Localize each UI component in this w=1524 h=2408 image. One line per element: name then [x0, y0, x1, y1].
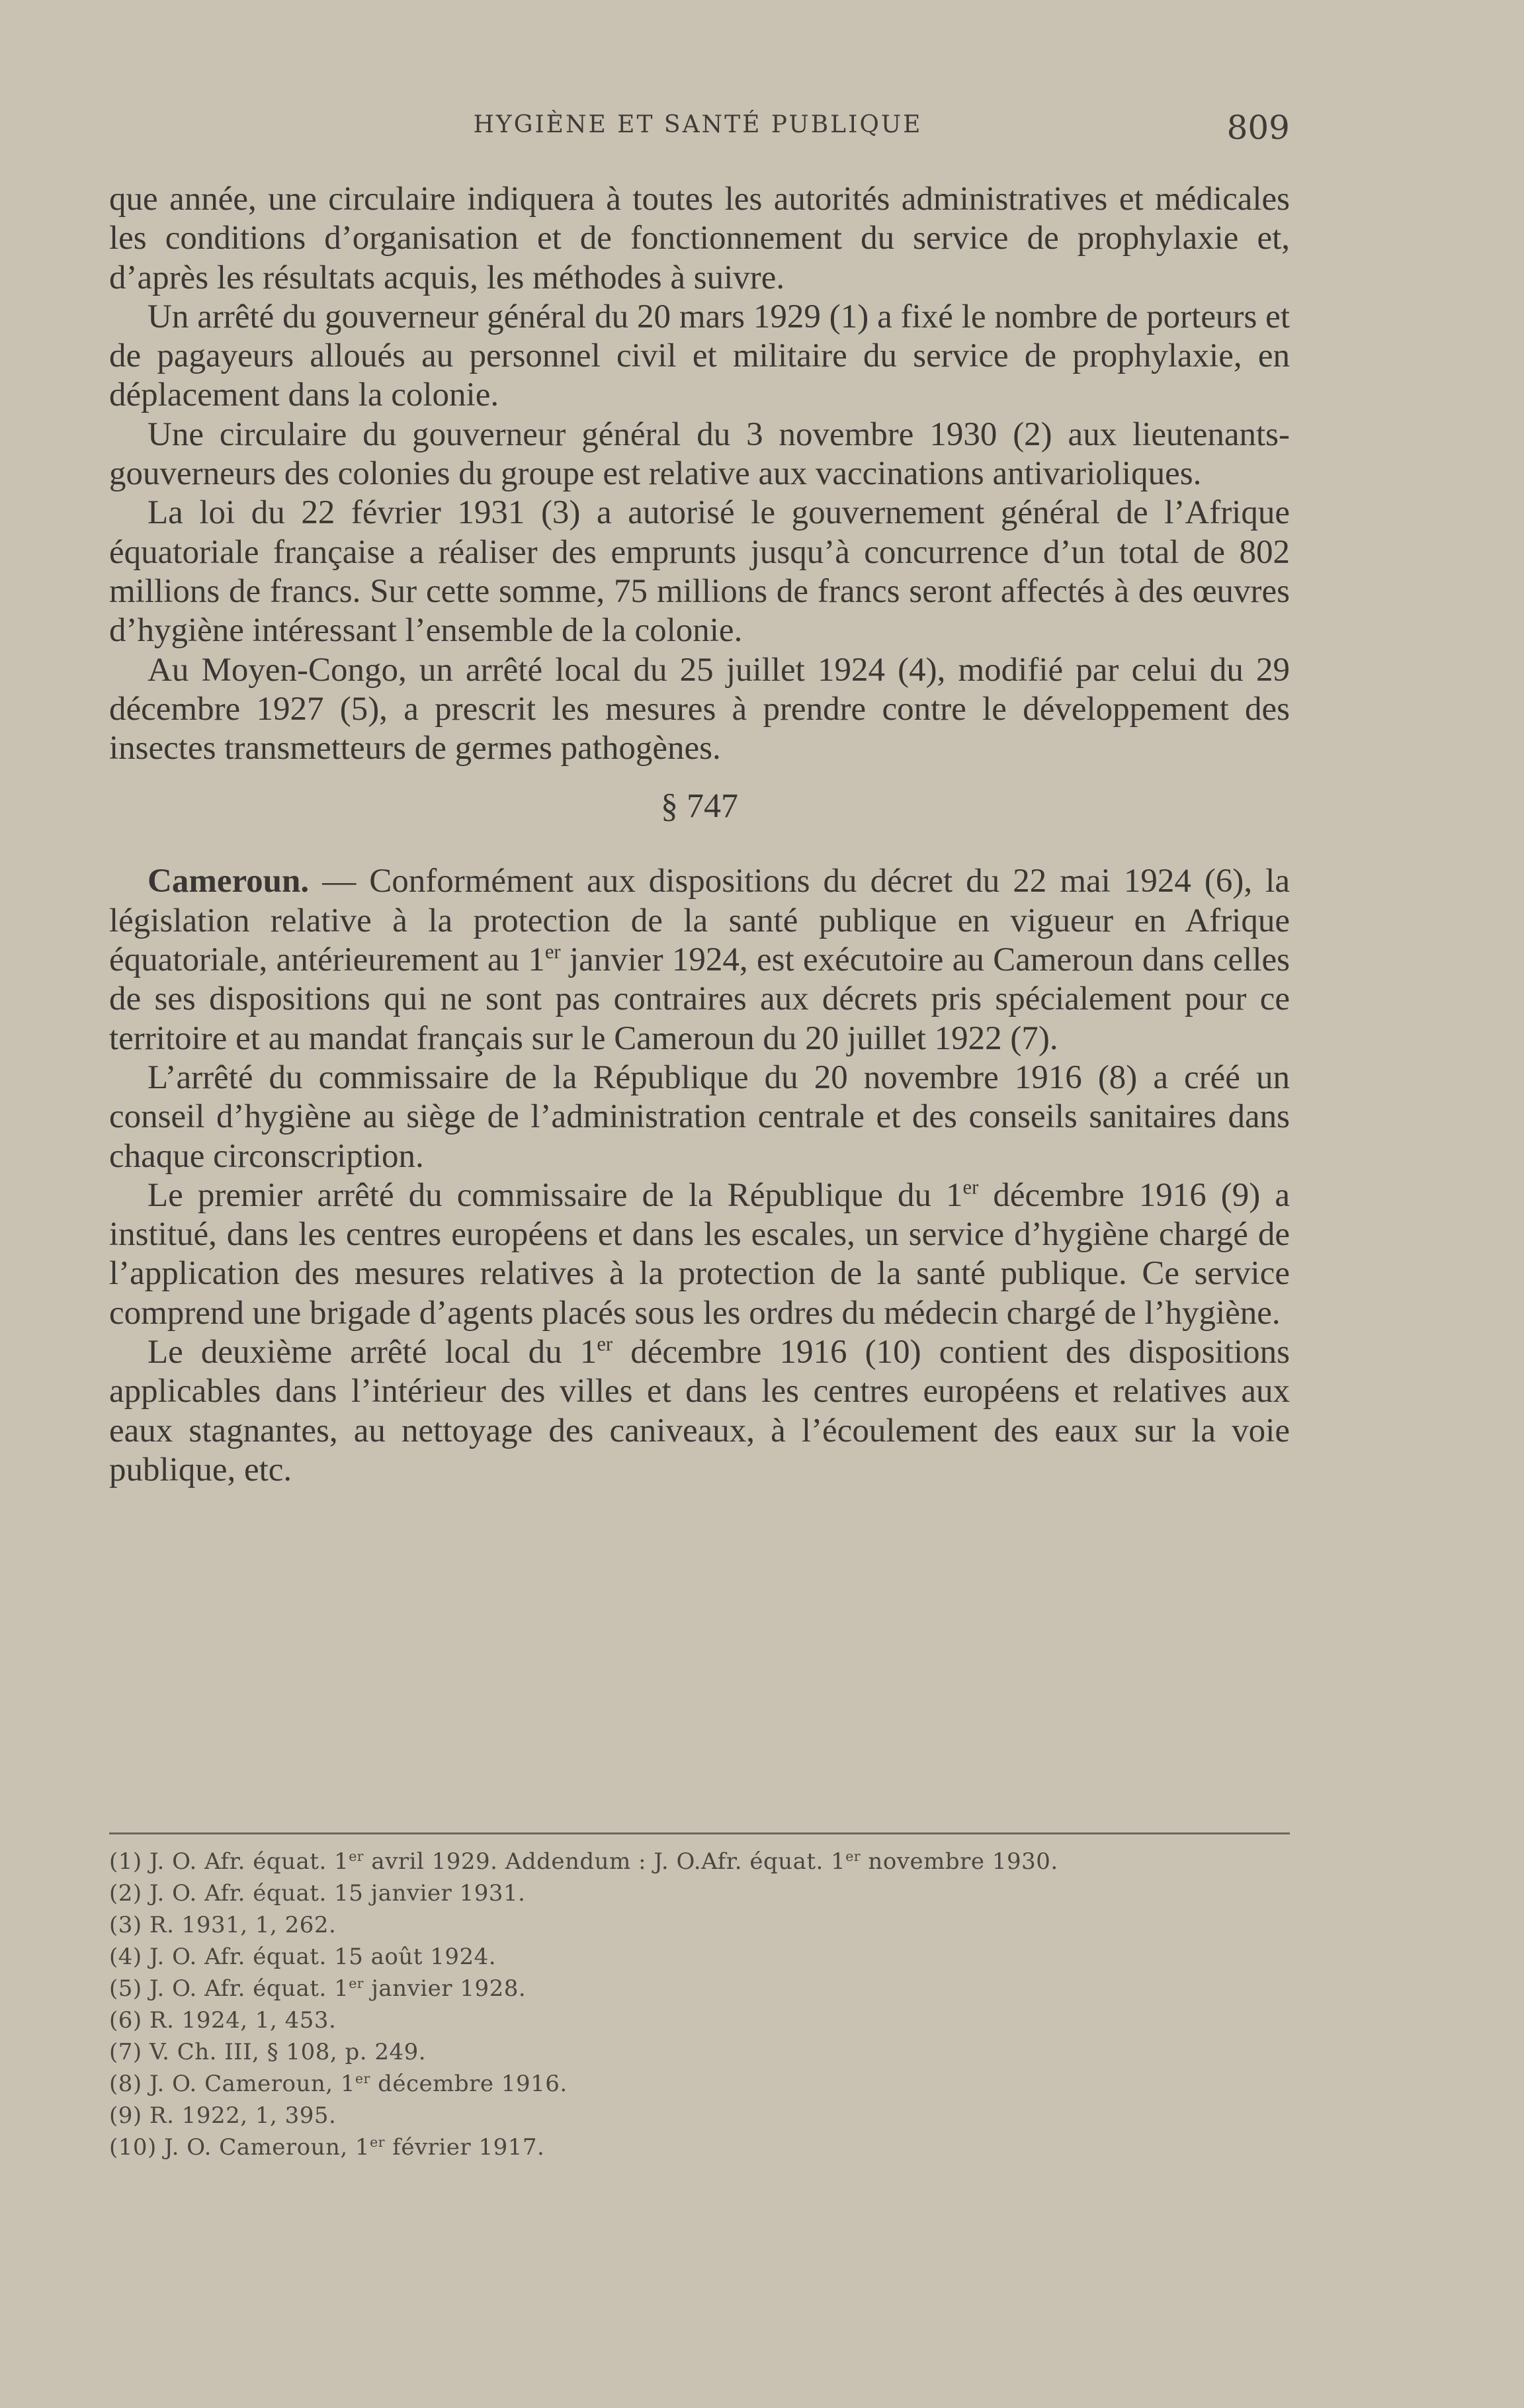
footnote-text: février 1917.: [384, 2134, 545, 2161]
superscript: er: [544, 940, 561, 963]
footnote: [109, 2068, 1290, 2100]
footnote: [109, 1973, 1290, 2004]
footnote: (7) V. Ch. III, § 108, p. 249.: [109, 2039, 427, 2065]
footnote-divider: [109, 1832, 1290, 1834]
section-lead-heading: Cameroun.: [148, 863, 310, 900]
paragraph: Une circulaire du gouverneur général du 3 novembre 1930 (2) aux lieutenants-gouverneurs des colonies du groupe est relative aux vaccinations antivarioliques.: [109, 415, 1290, 493]
paragraph: Un arrêté du gouverneur général du 20 mars 1929 (1) a fixé le nombre de porteurs et de pagayeurs alloués au personnel civil et militaire du service de prophylaxie, en déplacement dans la colonie.: [109, 298, 1290, 414]
footnote-text: décembre 1916.: [370, 2071, 568, 2097]
running-title: HYGIÈNE ET SANTÉ PUBLIQUE: [473, 111, 923, 138]
superscript: er: [349, 1848, 364, 1864]
footnote: (4) J. O. Afr. équat. 15 août 1924.: [109, 1944, 497, 1970]
footnote: (3) R. 1931, 1, 262.: [109, 1912, 337, 1938]
footnote: (6) R. 1924, 1, 453.: [109, 2007, 337, 2034]
paragraph-text: janvier 1924, est exécutoire au Cameroun dans celles de ses dispositions qui ne sont pas contraires aux décrets pris spécialement pour ce territoire et au mandat français sur le Cameroun du 20 juillet 1922 (7).: [109, 941, 1290, 1057]
footnote: [109, 2131, 1290, 2163]
superscript: er: [597, 1332, 613, 1355]
paragraph-text: Le premier arrêté du commissaire de la République du 1: [148, 1176, 963, 1214]
superscript: er: [962, 1176, 979, 1199]
superscript: er: [355, 2070, 370, 2086]
superscript: er: [370, 2133, 385, 2150]
page-header: [106, 108, 1290, 151]
footnote: (9) R. 1922, 1, 395.: [109, 2102, 337, 2129]
footnote-text: novembre 1930.: [861, 1848, 1058, 1875]
superscript: er: [845, 1848, 861, 1864]
paragraph: La loi du 22 février 1931 (3) a autorisé le gouvernement général de l’Afrique équatoriale française a réaliser des emprunts jusqu’à concurrence d’un total de 802 millions de francs. Sur cette somme, 75 millions de francs seront affectés à des œuvres d’hygiène intéressant l’ensemble de la colonie.: [109, 494, 1290, 650]
paragraph: que année, une circulaire indiquera à toutes les autorités administratives et médicales les conditions d’organisation et de fonctionnement du service de prophylaxie et, d’après les résultats acquis, les méthodes à suivre.: [109, 181, 1290, 296]
section-title: § 747: [661, 787, 738, 826]
footnote-text: (8) J. O. Cameroun, 1: [109, 2071, 355, 2097]
footnote-text: (1) J. O. Afr. équat. 1: [109, 1848, 349, 1875]
footnote-text: (5) J. O. Afr. équat. 1: [109, 1975, 349, 2002]
footnote: (2) J. O. Afr. équat. 15 janvier 1931.: [109, 1880, 526, 1907]
footnote-text: (10) J. O. Cameroun, 1: [109, 2134, 370, 2161]
footnote: [109, 1846, 1290, 1877]
superscript: er: [349, 1975, 364, 1991]
paragraph-text: décembre 1916 (10) contient des dispositions applicables dans l’intérieur des villes et dans les centres européens et relatives aux eaux stagnantes, au nettoyage des caniveaux, à l’écoulement des eaux sur la voie publique, etc.: [109, 1334, 1290, 1488]
paragraph-text: — Conformément aux dispositions du décret du 22 mai 1924 (6), la législation relative à la protection de la santé publique en vigueur en Afrique équatoriale, antérieurement au 1: [109, 863, 1290, 979]
body-text: [109, 180, 1290, 1490]
footnote-text: janvier 1928.: [364, 1975, 527, 2002]
paragraph: Au Moyen-Congo, un arrêté local du 25 juillet 1924 (4), modifié par celui du 29 décembre 1927 (5), a prescrit les mesures à prendre contre le développement des insectes transmetteurs de germes pathogènes.: [109, 651, 1290, 767]
page-number: 809: [1226, 108, 1290, 147]
paragraph: [109, 1176, 1290, 1333]
section-lead-paragraph: [109, 862, 1290, 1058]
footnote-text: avril 1929. Addendum : J. O.Afr. équat. 1: [364, 1848, 846, 1875]
footnotes: [109, 1846, 1290, 2163]
paragraph: L’arrêté du commissaire de la République du 20 novembre 1916 (8) a créé un conseil d’hygiène au siège de l’administration centrale et des conseils sanitaires dans chaque circonscription.: [109, 1058, 1290, 1175]
paragraph: [109, 1333, 1290, 1490]
paragraph-text: décembre 1916 (9) a institué, dans les centres européens et dans les escales, un service d’hygiène chargé de l’application des mesures relatives à la protection de la santé publique. Ce service comprend une brigade d’agents placés sous les ordres du médecin chargé de l’hygiène.: [109, 1176, 1290, 1332]
paragraph-text: Le deuxième arrêté local du 1: [148, 1334, 597, 1371]
